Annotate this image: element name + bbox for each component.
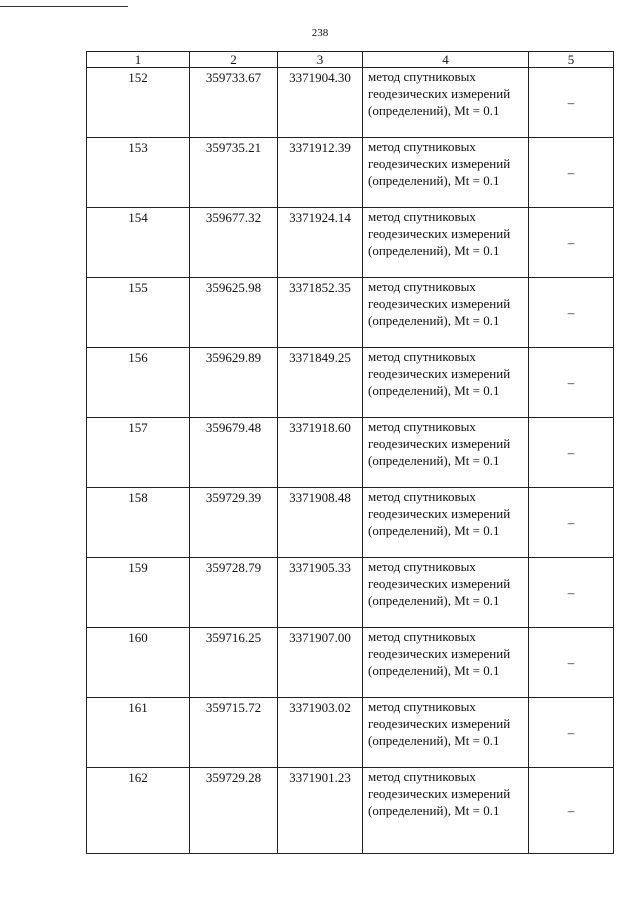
coordinate-y: 3371912.39 [278,138,363,208]
coordinate-y: 3371907.00 [278,628,363,698]
coordinate-y: 3371905.33 [278,558,363,628]
point-number: 156 [87,348,190,418]
table-row [87,488,614,558]
table-row [87,698,614,768]
point-number: 157 [87,418,190,488]
coordinate-y: 3371901.23 [278,768,363,854]
header-col-3: 3 [278,52,363,68]
table-row [87,138,614,208]
table-row [87,348,614,418]
table-row [87,208,614,278]
column-5-value: – [529,628,614,698]
coordinate-x: 359729.39 [190,488,278,558]
coordinate-x: 359729.28 [190,768,278,854]
coordinate-y: 3371918.60 [278,418,363,488]
table-row [87,68,614,138]
coordinate-x: 359733.67 [190,68,278,138]
table-row [87,628,614,698]
coordinate-x: 359629.89 [190,348,278,418]
determination-method: метод спутниковых геодезических измерений (определений), Mt = 0.1 [363,208,529,278]
point-number: 154 [87,208,190,278]
column-5-value: – [529,138,614,208]
column-5-value: – [529,278,614,348]
coordinate-x: 359735.21 [190,138,278,208]
table-header-row [87,52,614,68]
header-col-1: 1 [87,52,190,68]
determination-method: метод спутниковых геодезических измерений (определений), Mt = 0.1 [363,278,529,348]
determination-method: метод спутниковых геодезических измерений (определений), Mt = 0.1 [363,348,529,418]
column-5-value: – [529,418,614,488]
coordinate-x: 359679.48 [190,418,278,488]
coordinate-x: 359715.72 [190,698,278,768]
column-5-value: – [529,768,614,854]
header-col-2: 2 [190,52,278,68]
point-number: 161 [87,698,190,768]
table-row [87,558,614,628]
point-number: 162 [87,768,190,854]
determination-method: метод спутниковых геодезических измерений (определений), Mt = 0.1 [363,418,529,488]
determination-method: метод спутниковых геодезических измерений (определений), Mt = 0.1 [363,558,529,628]
coordinate-y: 3371908.48 [278,488,363,558]
determination-method: метод спутниковых геодезических измерений (определений), Mt = 0.1 [363,138,529,208]
determination-method: метод спутниковых геодезических измерений (определений), Mt = 0.1 [363,628,529,698]
coordinate-x: 359677.32 [190,208,278,278]
coordinate-x: 359728.79 [190,558,278,628]
column-5-value: – [529,698,614,768]
point-number: 153 [87,138,190,208]
column-5-value: – [529,488,614,558]
coordinate-x: 359716.25 [190,628,278,698]
point-number: 159 [87,558,190,628]
header-col-5: 5 [529,52,614,68]
top-rule [0,6,128,7]
determination-method: метод спутниковых геодезических измерений (определений), Mt = 0.1 [363,698,529,768]
coordinate-y: 3371904.30 [278,68,363,138]
determination-method: метод спутниковых геодезических измерений (определений), Mt = 0.1 [363,68,529,138]
column-5-value: – [529,348,614,418]
point-number: 158 [87,488,190,558]
header-col-4: 4 [363,52,529,68]
coordinate-y: 3371924.14 [278,208,363,278]
point-number: 155 [87,278,190,348]
coordinates-table [86,51,614,854]
page-number: 238 [311,27,329,39]
determination-method: метод спутниковых геодезических измерений (определений), Mt = 0.1 [363,768,529,854]
column-5-value: – [529,558,614,628]
table-row [87,768,614,854]
determination-method: метод спутниковых геодезических измерений (определений), Mt = 0.1 [363,488,529,558]
point-number: 160 [87,628,190,698]
coordinate-x: 359625.98 [190,278,278,348]
column-5-value: – [529,208,614,278]
coordinate-y: 3371849.25 [278,348,363,418]
table-row [87,278,614,348]
table-row [87,418,614,488]
column-5-value: – [529,68,614,138]
point-number: 152 [87,68,190,138]
coordinate-y: 3371903.02 [278,698,363,768]
coordinate-y: 3371852.35 [278,278,363,348]
